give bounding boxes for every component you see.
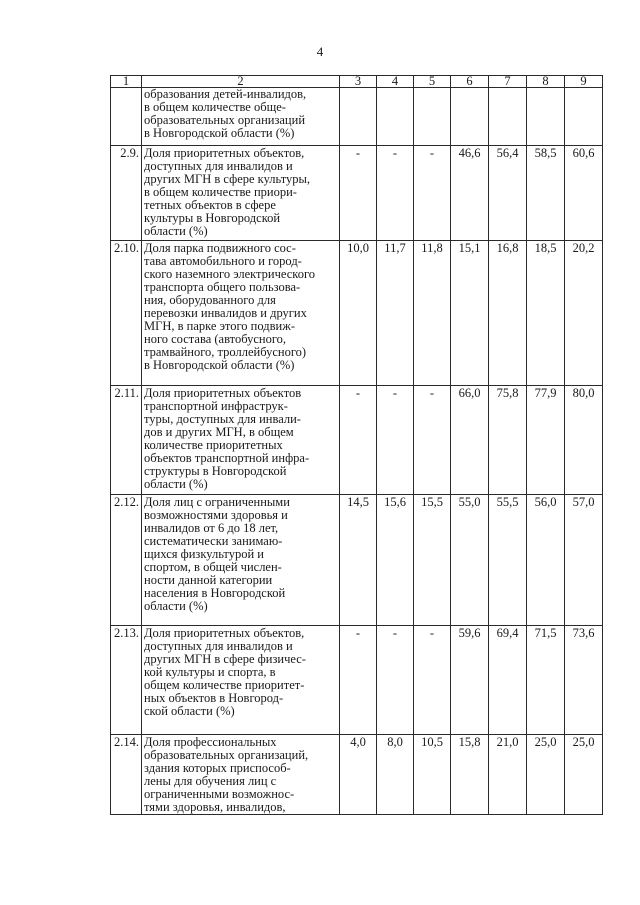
indicator-value [451, 88, 489, 146]
indicator-value: 56,0 [527, 495, 565, 626]
description-line: спортом, в общей числен- [144, 560, 282, 574]
description-line: систематически занимаю- [144, 534, 283, 548]
row-number: 2.13. [111, 626, 142, 735]
description-line: ограниченными возможнос- [144, 787, 295, 801]
description-line: области (%) [144, 477, 208, 491]
row-number: 2.12. [111, 495, 142, 626]
indicator-value: 11,7 [377, 241, 414, 386]
description-line: возможностями здоровья и [144, 508, 288, 522]
column-header: 6 [451, 76, 489, 88]
description-line: других МГН в сфере культуры, [144, 172, 311, 186]
description-line: трамвайного, троллейбусного) [144, 345, 307, 359]
description-line: количестве приоритетных [144, 438, 283, 452]
description-line: кой культуры и спорта, в [144, 665, 276, 679]
description-line: культуры в Новгородской [144, 211, 281, 225]
indicator-value [377, 88, 414, 146]
description-line: Доля приоритетных объектов, [144, 626, 305, 640]
indicator-value: 10,5 [414, 735, 451, 815]
indicator-value: 16,8 [489, 241, 527, 386]
column-header: 3 [340, 76, 377, 88]
indicator-value: 11,8 [414, 241, 451, 386]
description-line: доступных для инвалидов и [144, 639, 293, 653]
indicator-value: 57,0 [565, 495, 603, 626]
indicator-description [142, 241, 340, 386]
description-line: ности данной категории [144, 573, 273, 587]
indicator-value: 66,0 [451, 386, 489, 495]
description-line: образовательных организаций, [144, 748, 309, 762]
indicator-value [340, 88, 377, 146]
description-line: перевозки инвалидов и других [144, 306, 307, 320]
description-line: Доля приоритетных объектов, [144, 146, 305, 160]
indicator-value: 55,0 [451, 495, 489, 626]
column-header: 1 [111, 76, 142, 88]
description-line: общем количестве приоритет- [144, 678, 305, 692]
column-header: 7 [489, 76, 527, 88]
indicator-value: 10,0 [340, 241, 377, 386]
table-row [111, 241, 603, 386]
indicator-value [565, 88, 603, 146]
table-row [111, 146, 603, 241]
indicator-value: 56,4 [489, 146, 527, 241]
description-line: области (%) [144, 599, 208, 613]
description-line: щихся физкультурой и [144, 547, 264, 561]
description-line: Доля профессиональных [144, 735, 277, 749]
description-line: образовательных организаций [144, 113, 306, 127]
indicator-description [142, 735, 340, 815]
description-line: Доля приоритетных объектов [144, 386, 302, 400]
indicator-value: 18,5 [527, 241, 565, 386]
indicator-value: 75,8 [489, 386, 527, 495]
description-line: структуры в Новгородской [144, 464, 287, 478]
description-line: ного состава (автобусного, [144, 332, 287, 346]
indicator-value: 69,4 [489, 626, 527, 735]
description-line: МГН, в парке этого подвиж- [144, 319, 296, 333]
description-line: в общем количестве обще- [144, 100, 286, 114]
table-row [111, 386, 603, 495]
indicator-value [489, 88, 527, 146]
description-line: Доля лиц с ограниченными [144, 495, 290, 509]
indicator-value: 15,8 [451, 735, 489, 815]
indicator-value: 73,6 [565, 626, 603, 735]
indicator-value: - [414, 386, 451, 495]
row-number [111, 88, 142, 146]
row-number: 2.11. [111, 386, 142, 495]
indicator-description [142, 146, 340, 241]
indicator-value: 25,0 [565, 735, 603, 815]
indicator-value: - [377, 626, 414, 735]
table-row [111, 88, 603, 146]
indicator-description [142, 386, 340, 495]
indicator-value: 15,1 [451, 241, 489, 386]
indicator-value: - [340, 386, 377, 495]
indicator-value: 55,5 [489, 495, 527, 626]
indicator-value: - [414, 626, 451, 735]
column-header: 8 [527, 76, 565, 88]
row-number: 2.10. [111, 241, 142, 386]
indicator-value: 25,0 [527, 735, 565, 815]
indicator-description [142, 88, 340, 146]
row-number: 2.9. [111, 146, 142, 241]
description-line: объектов транспортной инфра- [144, 451, 310, 465]
indicator-value: - [414, 146, 451, 241]
indicator-value: - [377, 386, 414, 495]
description-line: в Новгородской области (%) [144, 126, 295, 140]
table-row [111, 735, 603, 815]
description-line: других МГН в сфере физичес- [144, 652, 306, 666]
indicator-value [414, 88, 451, 146]
description-line: тетных объектов в сфере [144, 198, 276, 212]
indicator-value: - [340, 146, 377, 241]
description-line: Доля парка подвижного сос- [144, 241, 296, 255]
indicator-value: 4,0 [340, 735, 377, 815]
description-line: дов и других МГН, в общем [144, 425, 294, 439]
description-line: ния, оборудованного для [144, 293, 276, 307]
indicator-value: 20,2 [565, 241, 603, 386]
indicator-table [110, 75, 603, 815]
description-line: ных объектов в Новгород- [144, 691, 284, 705]
indicator-value: 60,6 [565, 146, 603, 241]
description-line: ской области (%) [144, 704, 235, 718]
indicator-value: 15,6 [377, 495, 414, 626]
description-line: транспортной инфраструк- [144, 399, 288, 413]
column-header: 9 [565, 76, 603, 88]
description-line: в Новгородской области (%) [144, 358, 295, 372]
description-line: тями здоровья, инвалидов, [144, 800, 286, 814]
page-number: 4 [316, 44, 324, 59]
column-header: 5 [414, 76, 451, 88]
table-row [111, 626, 603, 735]
indicator-value: 15,5 [414, 495, 451, 626]
indicator-description [142, 495, 340, 626]
indicator-value: 58,5 [527, 146, 565, 241]
description-line: тава автомобильного и город- [144, 254, 302, 268]
indicator-value [527, 88, 565, 146]
indicator-value: 71,5 [527, 626, 565, 735]
table-body [111, 88, 603, 815]
description-line: области (%) [144, 224, 208, 238]
row-number: 2.14. [111, 735, 142, 815]
indicator-value: 8,0 [377, 735, 414, 815]
indicator-value: 77,9 [527, 386, 565, 495]
description-line: населения в Новгородской [144, 586, 286, 600]
column-header: 2 [142, 76, 340, 88]
indicator-value: 80,0 [565, 386, 603, 495]
description-line: ского наземного электрического [144, 267, 316, 281]
description-line: транспорта общего пользова- [144, 280, 301, 294]
indicator-value: 14,5 [340, 495, 377, 626]
description-line: образования детей-инвалидов, [144, 87, 307, 101]
indicator-value: 21,0 [489, 735, 527, 815]
indicator-value: - [377, 146, 414, 241]
description-line: инвалидов от 6 до 18 лет, [144, 521, 279, 535]
indicator-value: 46,6 [451, 146, 489, 241]
indicator-value: - [340, 626, 377, 735]
indicator-description [142, 626, 340, 735]
description-line: туры, доступных для инвали- [144, 412, 301, 426]
column-header: 4 [377, 76, 414, 88]
indicator-value: 59,6 [451, 626, 489, 735]
description-line: здания которых приспособ- [144, 761, 291, 775]
table-row [111, 495, 603, 626]
header-row [111, 76, 603, 88]
description-line: в общем количестве приори- [144, 185, 297, 199]
description-line: лены для обучения лиц с [144, 774, 277, 788]
description-line: доступных для инвалидов и [144, 159, 293, 173]
